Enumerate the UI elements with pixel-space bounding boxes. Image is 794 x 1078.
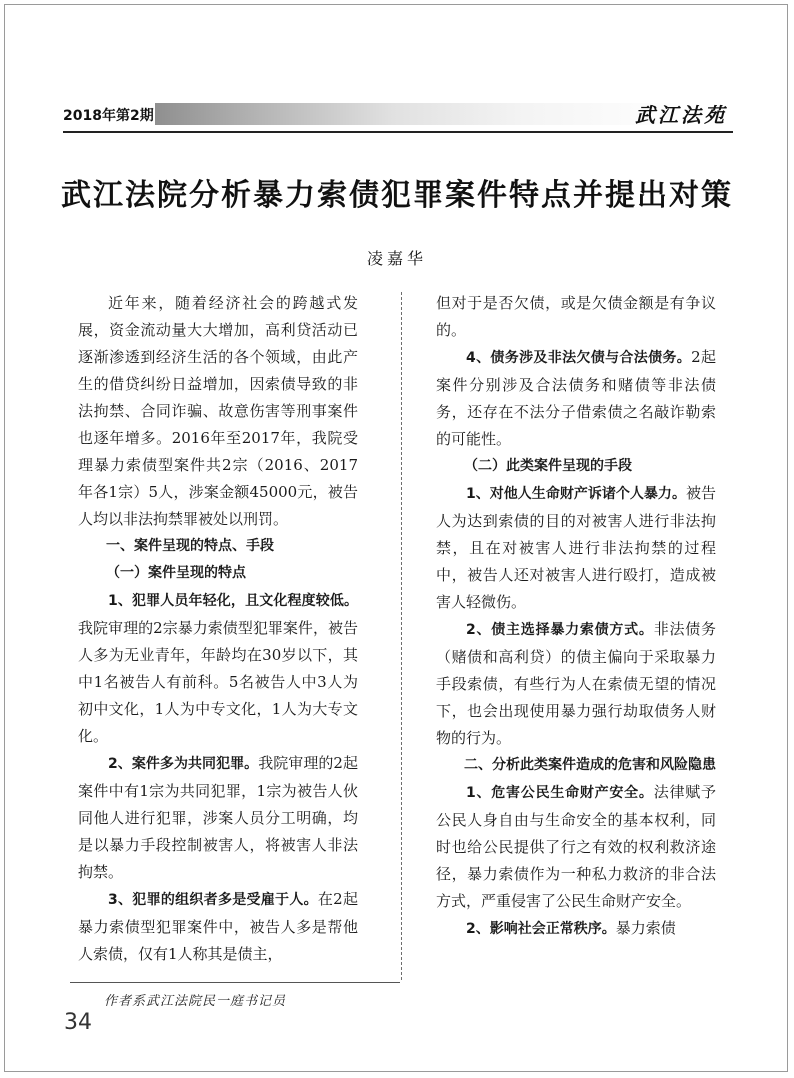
- continued-paragraph: 但对于是否欠债，或是欠债金额是有争议的。: [436, 294, 716, 339]
- paragraph-lead: 1、犯罪人员年轻化，且文化程度较低。: [108, 593, 358, 609]
- header-gradient-bar: [155, 103, 683, 125]
- footnote-rule: [70, 982, 400, 983]
- body-paragraph: [436, 915, 716, 943]
- paragraph-lead: 1、危害公民生命财产安全。: [466, 785, 654, 801]
- section-heading: 二、分析此类案件造成的危害和风险隐患: [464, 757, 716, 773]
- body-paragraph: 近年来，随着经济社会的跨越式发展，资金流动量大大增加，高利贷活动已逐渐渗透到经济生活的各个领域，由此产生的借贷纠纷日益增加，因索债导致的非法拘禁、合同诈骗、故意伤害等刑事案件也逐年增多。2016年至2017年，我院受理暴力索债型案件共2宗（2016、2017年各1宗）5人，涉案金额45000元，被告人均以非法拘禁罪被处以刑罚。: [78, 294, 358, 528]
- running-header: [63, 97, 733, 141]
- body-paragraph: [78, 587, 358, 750]
- paragraph-body: 法律赋予公民人身自由与生命安全的基本权利，同时也给公民提供了行之有效的权利救济途径，暴力索债作为一种私力救济的非合法方式，严重侵害了公民生命财产安全。: [436, 783, 716, 910]
- paragraph-body: 我院审理的2起案件中有1宗为共同犯罪，1宗为被告人伙同他人进行犯罪，涉案人员分工明确，均是以暴力手段控制被害人，将被害人非法拘禁。: [78, 754, 358, 881]
- author-footnote: 作者系武江法院民一庭书记员: [104, 994, 287, 1009]
- section-heading: 一、案件呈现的特点、手段: [106, 538, 274, 554]
- article-title: 武江法院分析暴力索债犯罪案件特点并提出对策: [61, 178, 733, 213]
- paragraph-body: 2起案件分别涉及合法债务和赌债等非法债务，还存在不法分子借索债之名敲诈勒索的可能性。: [436, 348, 716, 448]
- subsection-heading: （二）此类案件呈现的手段: [464, 458, 632, 474]
- issue-label: 2018年第2期: [63, 108, 154, 124]
- left-column: [78, 290, 358, 968]
- paragraph-lead: 2、债主选择暴力索债方式。: [466, 622, 654, 638]
- article-author: 凌嘉华: [366, 249, 427, 268]
- right-column: [436, 290, 716, 943]
- paragraph-body: 暴力索债: [615, 919, 676, 937]
- body-paragraph: [436, 616, 716, 752]
- paragraph-lead: 2、案件多为共同犯罪。: [108, 756, 259, 772]
- paragraph-body: 被告人为达到索债的目的对被害人进行非法拘禁，且在对被害人进行非法拘禁的过程中，被告人还对被害人进行殴打，造成被害人轻微伤。: [436, 484, 716, 611]
- journal-name: 武江法苑: [635, 103, 727, 127]
- paragraph-body: 在2起暴力索债型犯罪案件中，被告人多是帮他人索债，仅有1人称其是债主，: [78, 890, 358, 963]
- page-number: 34: [64, 1010, 92, 1035]
- body-paragraph: [78, 750, 358, 886]
- column-divider: [401, 292, 402, 980]
- header-rule: [63, 131, 733, 133]
- subsection-heading: （一）案件呈现的特点: [106, 565, 246, 581]
- paragraph-lead: 3、犯罪的组织者多是受雇于人。: [108, 892, 318, 908]
- paragraph-body: 非法债务（赌债和高利贷）的债主偏向于采取暴力手段索债，有些行为人在索债无望的情况下，也会出现使用暴力强行劫取债务人财物的行为。: [436, 620, 716, 747]
- paragraph-lead: 2、影响社会正常秩序。: [466, 921, 616, 937]
- paragraph-body: 我院审理的2宗暴力索债型犯罪案件，被告人多为无业青年，年龄均在30岁以下，其中1名被告人有前科。5名被告人中3人为初中文化，1人为中专文化，1人为大专文化。: [78, 619, 358, 745]
- body-paragraph: [436, 779, 716, 915]
- body-paragraph: [436, 480, 716, 616]
- body-paragraph: [78, 886, 358, 968]
- paragraph-lead: 1、对他人生命财产诉诸个人暴力。: [466, 486, 686, 502]
- paragraph-lead: 4、债务涉及非法欠债与合法债务。: [466, 350, 692, 366]
- body-paragraph: [436, 344, 716, 453]
